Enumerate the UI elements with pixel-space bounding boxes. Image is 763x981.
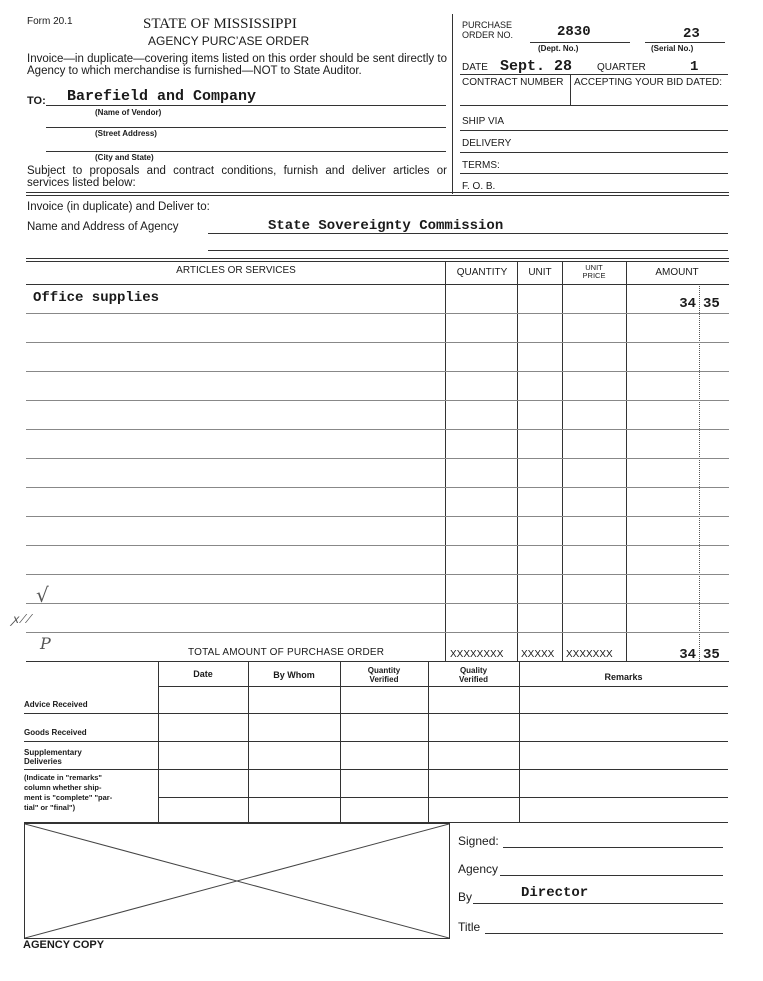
ship-via-label: SHIP VIA (462, 116, 505, 127)
col-unit-price: UNIT PRICE (582, 263, 606, 280)
agency-copy-label: AGENCY COPY (23, 939, 105, 951)
check-mark: √ (36, 583, 49, 607)
date-label: DATE (462, 62, 488, 73)
to-label: TO: (27, 95, 46, 107)
item-amount-whole: 34 (679, 296, 696, 312)
recv-col-date: Date (193, 669, 213, 679)
recv-col-quality-verified: Quality Verified (459, 666, 488, 684)
advice-received: Advice Received (24, 700, 88, 709)
agency-name: State Sovereignty Commission (268, 218, 504, 234)
sig-title-label: Title (458, 920, 481, 934)
dept-number: 2830 (557, 24, 591, 40)
signed-label: Signed: (458, 834, 499, 848)
vendor-caption: (Name of Vendor) (95, 108, 162, 117)
street-caption: (Street Address) (95, 129, 157, 138)
col-amount: AMOUNT (655, 267, 699, 278)
sig-agency-label: Agency (458, 862, 499, 876)
terms-label: TERMS: (462, 160, 500, 171)
total-amount-cents: 35 (703, 647, 720, 663)
delivery-label: DELIVERY (462, 138, 512, 149)
agency-label: Name and Address of Agency (27, 221, 179, 233)
contract-label: CONTRACT NUMBER (462, 77, 564, 88)
recv-col-qty-verified: Quantity Verified (367, 666, 401, 684)
deliver-label: Invoice (in duplicate) and Deliver to: (27, 201, 210, 213)
city-caption: (City and State) (95, 153, 154, 162)
item-amount-cents: 35 (703, 296, 720, 312)
vendor-name: Barefield and Company (67, 88, 257, 105)
hand-mark-x: ꭗ ⁄ ⁄ (12, 612, 30, 626)
total-qty-mask: XXXXXXXX (450, 649, 504, 660)
form-number: Form 20.1 (27, 16, 73, 27)
state-title: STATE OF MISSISSIPPI (143, 16, 297, 32)
remarks-instruction: (Indicate in "remarks" column whether ship- ment is "complete" "par- tial" or "final") (24, 773, 113, 812)
dept-caption: (Dept. No.) (538, 44, 579, 53)
col-articles: ARTICLES OR SERVICES (176, 265, 296, 276)
void-box (24, 823, 450, 939)
po-label: PURCHASE ORDER NO. (462, 20, 514, 40)
sig-by-value: Director (521, 885, 589, 901)
order-date: Sept. 28 (500, 58, 573, 75)
item-article: Office supplies (33, 290, 160, 306)
total-label: TOTAL AMOUNT OF PURCHASE ORDER (188, 647, 385, 658)
recv-col-by-whom: By Whom (273, 670, 315, 680)
serial-caption: (Serial No.) (651, 44, 694, 53)
subject-note: Subject to proposals and contract conditions, furnish and deliver articles or services listed below: (27, 165, 447, 189)
quarter-label: QUARTER (597, 62, 646, 73)
fob-label: F. O. B. (462, 181, 496, 192)
total-amount-whole: 34 (679, 647, 696, 663)
hand-mark-p: P (40, 634, 51, 653)
quarter-value: 1 (690, 59, 699, 75)
recv-col-remarks: Remarks (604, 672, 643, 682)
form-title: AGENCY PURC’ASE ORDER (148, 34, 310, 48)
bid-label: ACCEPTING YOUR BID DATED: (574, 77, 722, 88)
col-unit: UNIT (528, 267, 552, 278)
goods-received: Goods Received (24, 728, 87, 737)
total-unit-mask: XXXXX (521, 649, 555, 660)
col-quantity: QUANTITY (456, 267, 508, 278)
sig-by-label: By (458, 890, 473, 904)
serial-number: 23 (683, 26, 700, 42)
total-price-mask: XXXXXXX (566, 649, 613, 660)
supplementary-deliveries: Supplementary Deliveries (24, 748, 82, 766)
invoice-note: Invoice—in duplicate—covering items listed on this order should be sent directly to Agency to which merchandise is furnished—NOT to State Auditor. (27, 53, 447, 77)
